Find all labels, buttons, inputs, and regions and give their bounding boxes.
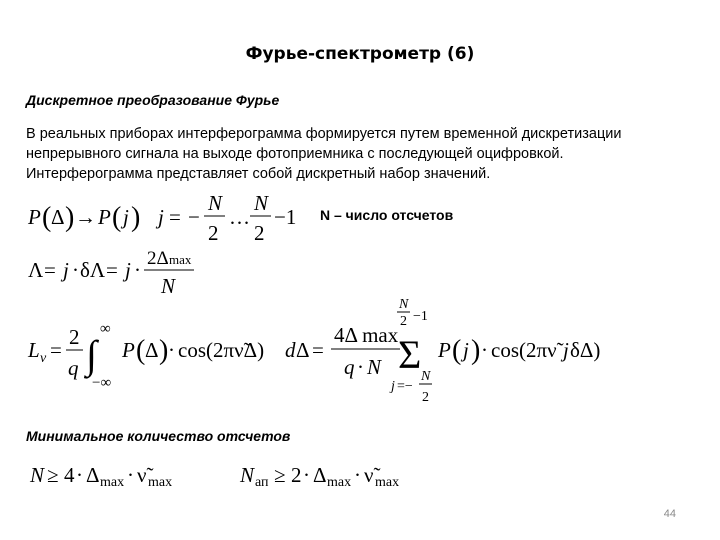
page-number: 44: [663, 508, 676, 520]
svg-text:(: (: [112, 202, 122, 233]
svg-text:Δ: Δ: [86, 463, 100, 487]
svg-text:=−: =−: [397, 379, 413, 394]
svg-text:Σ: Σ: [398, 332, 422, 377]
svg-text:·: ·: [127, 463, 134, 487]
intro-paragraph: [26, 124, 696, 184]
formula-sampling: [26, 192, 306, 244]
paragraph-line-2: непрерывного сигнала на выходе фотоприемника с последующей оцифровкой.: [26, 146, 564, 162]
slide-title: Фурье-спектрометр (6): [245, 44, 475, 64]
svg-text:·: ·: [76, 463, 83, 487]
svg-text:max: max: [327, 475, 352, 490]
svg-text:max: max: [100, 475, 125, 490]
svg-text:2Δ: 2Δ: [147, 248, 169, 269]
svg-text:cos(2πν̃: cos(2πν̃: [491, 338, 557, 362]
svg-text:4Δ max: 4Δ max: [334, 323, 399, 347]
svg-text:·: ·: [481, 338, 488, 362]
svg-text:…: …: [229, 205, 250, 229]
svg-text:=: =: [312, 338, 324, 362]
svg-text:ν̃: ν̃: [137, 463, 147, 487]
svg-text:Λ: Λ: [28, 258, 44, 282]
svg-text:2: 2: [291, 463, 302, 487]
svg-text:=: =: [44, 258, 56, 282]
svg-text:P: P: [438, 338, 451, 362]
svg-text:): ): [159, 335, 169, 366]
svg-text:d: d: [285, 338, 296, 362]
svg-text:j: j: [391, 379, 395, 394]
svg-text:j: j: [125, 258, 131, 282]
svg-text:·: ·: [354, 463, 361, 487]
svg-text:2: 2: [400, 314, 407, 329]
formula-spectrum: [26, 294, 626, 412]
svg-text:2: 2: [69, 325, 80, 349]
svg-text:·: ·: [134, 258, 141, 282]
svg-text:δΔ): δΔ): [570, 338, 601, 362]
svg-text:P: P: [122, 338, 135, 362]
svg-text:L: L: [28, 338, 40, 362]
svg-text:): ): [131, 202, 141, 233]
svg-text:→: →: [75, 205, 96, 229]
svg-text:Δ: Δ: [296, 338, 310, 362]
svg-text:P: P: [28, 205, 41, 229]
svg-text:ап: ап: [255, 475, 269, 490]
svg-text:ν: ν: [40, 351, 47, 366]
svg-text:−∞: −∞: [92, 375, 112, 391]
svg-text:N: N: [240, 463, 255, 487]
svg-text:N: N: [30, 463, 45, 487]
svg-text:j: j: [63, 258, 69, 282]
svg-text:N: N: [367, 355, 382, 379]
svg-text:−1: −1: [274, 205, 297, 229]
svg-text:Δ: Δ: [145, 338, 159, 362]
paragraph-line-3: Интерферограмма представляет собой дискретный набор значений.: [26, 166, 491, 182]
svg-text:q: q: [68, 356, 79, 380]
svg-text:j: j: [563, 338, 569, 362]
svg-text:≥: ≥: [47, 463, 59, 487]
svg-text:j: j: [123, 205, 129, 229]
svg-text:max: max: [148, 475, 173, 490]
svg-text:N: N: [399, 297, 409, 312]
svg-text:·: ·: [168, 338, 175, 362]
svg-text:·: ·: [303, 463, 310, 487]
svg-text:max: max: [169, 252, 192, 267]
svg-text:∞: ∞: [100, 321, 111, 337]
svg-text:(: (: [42, 202, 52, 233]
svg-text:∫: ∫: [86, 332, 97, 377]
svg-text:N: N: [254, 191, 269, 215]
svg-text:P: P: [98, 205, 111, 229]
svg-text:N: N: [421, 369, 431, 384]
svg-text:cos(2πν̃Δ): cos(2πν̃Δ): [178, 338, 265, 362]
svg-text:q: q: [344, 355, 355, 379]
svg-text:2: 2: [208, 221, 219, 245]
svg-text:4: 4: [64, 463, 75, 487]
svg-text:−: −: [188, 205, 200, 229]
svg-text:(: (: [136, 335, 146, 366]
svg-text:N: N: [161, 274, 176, 298]
svg-text:j: j: [158, 205, 164, 229]
svg-text:−1: −1: [413, 309, 428, 324]
svg-text:2: 2: [422, 390, 429, 405]
svg-text:Δ: Δ: [51, 205, 65, 229]
svg-text:=: =: [169, 205, 181, 229]
svg-text:(: (: [452, 335, 462, 366]
svg-text:δΛ: δΛ: [80, 258, 106, 282]
svg-text:·: ·: [357, 355, 364, 379]
formula-min-samples: [26, 456, 446, 496]
section-heading-dft: Дискретное преобразование Фурье: [26, 92, 280, 108]
samples-note: N – число отсчетов: [320, 207, 454, 223]
svg-text:=: =: [106, 258, 118, 282]
svg-text:): ): [471, 335, 481, 366]
svg-text:Δ: Δ: [313, 463, 327, 487]
svg-text:=: =: [50, 338, 62, 362]
paragraph-line-1: В реальных приборах интерферограмма формируется путем временной дискретизации: [26, 126, 622, 142]
svg-text:N: N: [208, 191, 223, 215]
svg-text:max: max: [375, 475, 400, 490]
svg-text:·: ·: [72, 258, 79, 282]
svg-text:2: 2: [254, 221, 265, 245]
svg-text:): ): [65, 202, 75, 233]
svg-text:j: j: [463, 338, 469, 362]
svg-text:ν̃: ν̃: [364, 463, 374, 487]
section-heading-min-samples: Минимальное количество отсчетов: [26, 428, 291, 444]
svg-text:≥: ≥: [274, 463, 286, 487]
formula-step: [26, 246, 226, 298]
